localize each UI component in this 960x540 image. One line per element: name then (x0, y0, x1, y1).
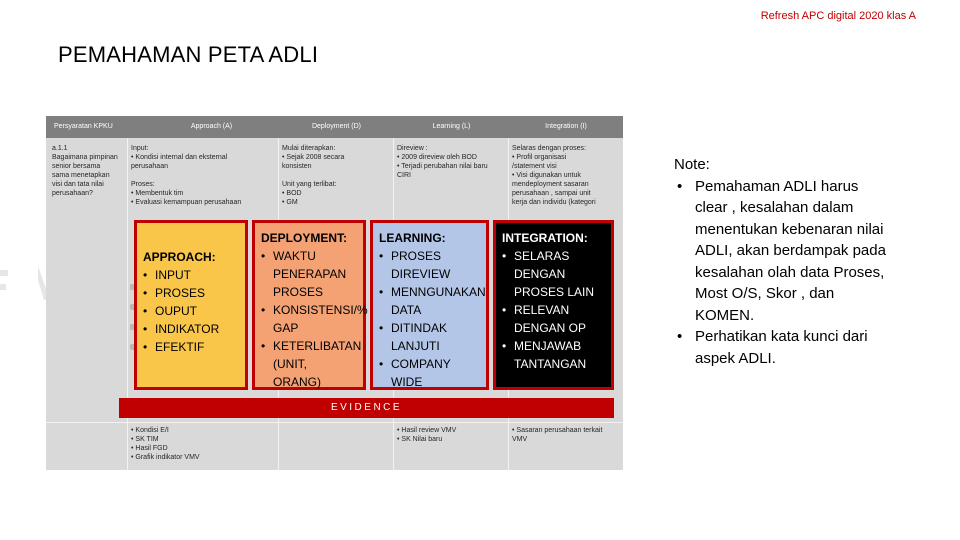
integration-item: • SELARAS DENGAN PROSES LAIN (502, 247, 605, 301)
deployment-item: • KETERLIBATAN (UNIT, ORANG) (261, 337, 357, 391)
table-header (46, 116, 623, 138)
integration-cell: Selaras dengan proses: • Profil organisasi /statement visi • Visi digunakan untuk mendeployment sasaran perusahaan , sampai unit kerja dan individu (kategori (512, 145, 596, 206)
col-header: Integration (I) (545, 123, 587, 130)
integration-title: INTEGRATION: (502, 231, 588, 245)
approach-box (134, 220, 248, 390)
deployment-title: DEPLOYMENT: (261, 231, 348, 245)
approach-item: • EFEKTIF (143, 338, 239, 356)
learning-box (370, 220, 489, 390)
learning-item: • MENNGUNAKAN DATA (379, 283, 480, 319)
evidence-integration-cell: • Sasaran perusahaan terkait VMV (512, 427, 603, 443)
row-divider (46, 422, 623, 423)
column-divider (127, 138, 128, 470)
note-item: • Pemahaman ADLI harus clear , kesalahan dalam menentukan kebenaran nilai ADLI, akan berdampak pada kesalahan olah data Proses, Most O/S, Skor , dan KOMEN. (674, 176, 894, 327)
col-header: Approach (A) (190, 123, 233, 130)
learning-item: • COMPANY WIDE (379, 355, 480, 391)
approach-cell: Input: • Kondisi internal dan eksternal perusahaan Proses: • Membentuk tim • Evaluasi kemampuan perusahaan (131, 145, 242, 206)
approach-item: • OUPUT (143, 302, 239, 320)
approach-title: APPROACH: (143, 250, 216, 264)
requirement-cell: a.1.1 Bagaimana pimpinan senior bersama sama menetapkan visi dan tata nilai perusahaan? (52, 145, 118, 197)
note-panel (674, 154, 894, 369)
col-header: Persyaratan KPKU (54, 123, 113, 130)
note-item: • Perhatikan kata kunci dari aspek ADLI. (674, 326, 894, 369)
page-title: PEMAHAMAN PETA ADLI (58, 42, 319, 67)
learning-title: LEARNING: (379, 231, 446, 245)
deployment-cell: Mulai diterapkan: • Sejak 2008 secara konsisten Unit yang terlibat: • BOD • GM (282, 145, 345, 206)
learning-cell: Direview : • 2009 direview oleh BOD • Terjadi perubahan nilai baru CIRI (397, 145, 488, 179)
approach-item: • INDIKATOR (143, 320, 239, 338)
col-header: Learning (L) (432, 123, 471, 130)
approach-item: • PROSES (143, 284, 239, 302)
deployment-box (252, 220, 366, 390)
evidence-bar: EVIDENCE (119, 398, 614, 418)
integration-item: • MENJAWAB TANTANGAN (502, 337, 605, 373)
col-header: Deployment (D) (311, 123, 361, 130)
evidence-learning-cell: • Hasil review VMV • SK Nilai baru (397, 427, 457, 443)
approach-item: • INPUT (143, 266, 239, 284)
evidence-approach-cell: • Kondisi E/I • SK TIM • Hasil FGD • Grafik indikator VMV (131, 427, 200, 461)
deployment-item: • KONSISTENSI/% GAP (261, 301, 357, 337)
note-title: Note: (674, 156, 710, 173)
learning-item: • DITINDAK LANJUTI (379, 319, 480, 355)
learning-item: • PROSES DIREVIEW (379, 247, 480, 283)
integration-box (493, 220, 614, 390)
top-label: Refresh APC digital 2020 klas A (760, 10, 916, 22)
deployment-item: • WAKTU PENERAPAN PROSES (261, 247, 357, 301)
integration-item: • RELEVAN DENGAN OP (502, 301, 605, 337)
